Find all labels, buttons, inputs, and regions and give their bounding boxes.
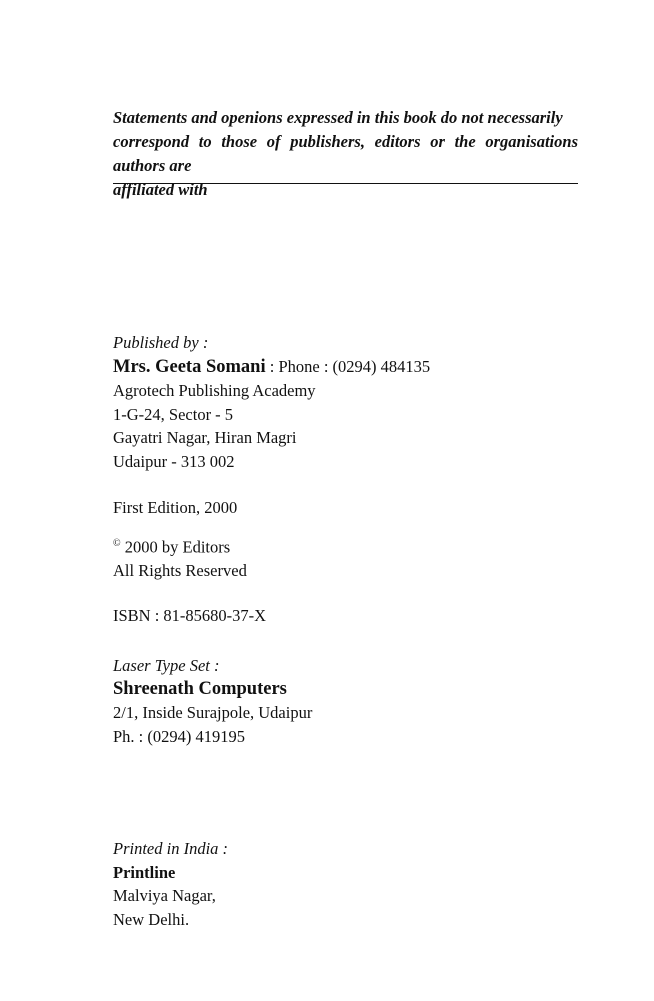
typeset-address: 2/1, Inside Surajpole, Udaipur <box>113 703 313 722</box>
printer-address: Malviya Nagar, <box>113 886 216 905</box>
copyright-text: 2000 by Editors <box>120 537 231 557</box>
publisher-name: Mrs. Geeta Somani <box>113 356 266 377</box>
disclaimer-line: Statements and openions expressed in this book do not necessarily <box>113 108 563 127</box>
divider-rule <box>113 183 578 184</box>
edition: First Edition, 2000 <box>113 498 238 517</box>
copyright-block <box>113 532 247 583</box>
publisher-org: Agrotech Publishing Academy <box>113 381 316 400</box>
rights-text: All Rights Reserved <box>113 561 247 580</box>
printer-name: Printline <box>113 862 176 882</box>
printer-address: New Delhi. <box>113 909 190 929</box>
publisher-block <box>113 331 430 473</box>
disclaimer-line: correspond to those of publishers, editors or the organisations authors are <box>113 132 578 175</box>
typeset-phone: Ph. : (0294) 419195 <box>113 726 245 746</box>
publisher-heading: Published by : <box>113 333 209 352</box>
disclaimer-line: affiliated with <box>113 180 208 199</box>
printer-block <box>113 837 228 931</box>
copyright-icon: © <box>113 538 121 549</box>
publisher-address: 1-G-24, Sector - 5 <box>113 404 234 424</box>
disclaimer <box>113 106 578 202</box>
printer-heading: Printed in India : <box>113 839 229 858</box>
typeset-block <box>113 654 312 748</box>
publisher-address: Gayatri Nagar, Hiran Magri <box>113 428 297 447</box>
publisher-phone: : Phone : (0294) 484135 <box>265 356 431 376</box>
typeset-heading: Laser Type Set : <box>113 656 220 675</box>
isbn: ISBN : 81-85680-37-X <box>113 606 267 625</box>
publisher-address: Udaipur - 313 002 <box>113 451 235 471</box>
typeset-name: Shreenath Computers <box>113 678 287 699</box>
